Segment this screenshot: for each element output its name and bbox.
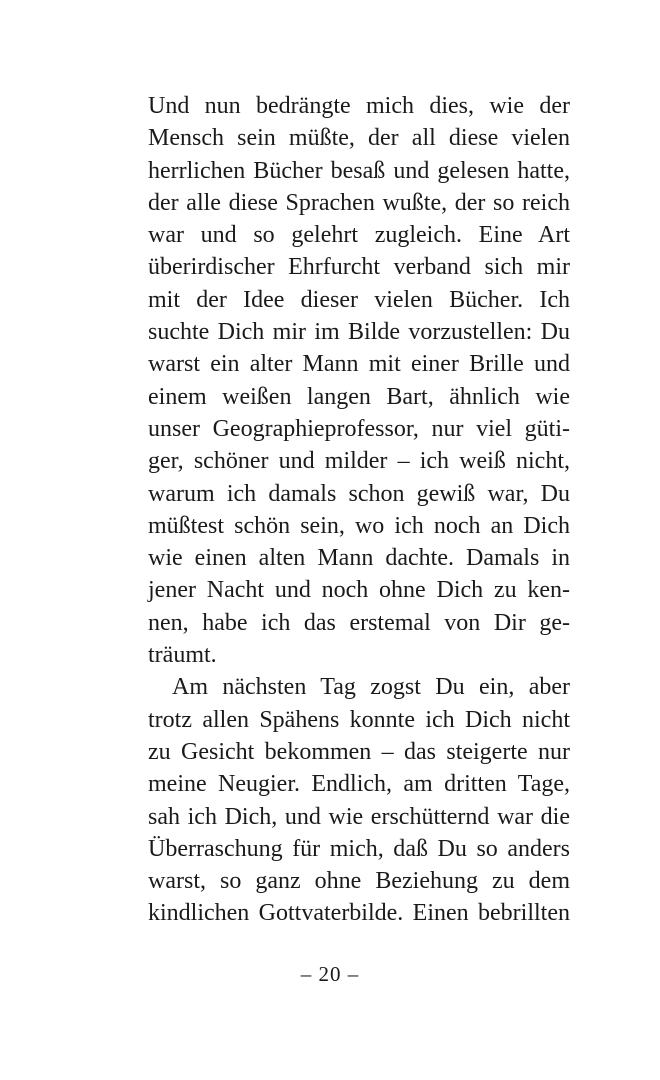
text-line: kindlichen Gottvaterbilde. Einen bebrillten — [148, 900, 570, 927]
text-line: trotz allen Spähens konnte ich Dich nicht — [148, 706, 570, 733]
text-line: warst, so ganz ohne Beziehung zu dem — [148, 868, 570, 895]
text-line: ger, schöner und milder – ich weiß nicht, — [148, 448, 570, 475]
text-line: warst ein alter Mann mit einer Brille und — [148, 351, 570, 378]
text-line: sah ich Dich, und wie erschütternd war die — [148, 803, 570, 830]
paragraph-2 — [148, 671, 570, 929]
text-line: Überraschung für mich, daß Du so anders — [148, 835, 570, 862]
page-number: – 20 – — [300, 962, 360, 986]
text-line: der alle diese Sprachen wußte, der so reich — [148, 189, 570, 216]
text-line: Am nächsten Tag zogst Du ein, aber — [172, 674, 570, 701]
text-line: Und nun bedrängte mich dies, wie der — [148, 93, 570, 119]
text-line: einem weißen langen Bart, ähnlich wie — [148, 383, 570, 410]
text-line: wie einen alten Mann dachte. Damals in — [148, 545, 570, 572]
text-line: unser Geographieprofessor, nur viel güti- — [148, 415, 570, 442]
text-line: jener Nacht und noch ohne Dich zu ken- — [148, 577, 570, 604]
text-line: meine Neugier. Endlich, am dritten Tage, — [148, 771, 570, 798]
text-line: war und so gelehrt zugleich. Eine Art — [148, 222, 570, 249]
paragraph-1 — [148, 90, 570, 671]
text-line: träumt. — [148, 642, 217, 669]
text-line: herrlichen Bücher besaß und gelesen hatte, — [148, 157, 570, 184]
text-line: warum ich damals schon gewiß war, Du — [148, 480, 570, 507]
text-line: überirdischer Ehrfurcht verband sich mir — [148, 254, 570, 281]
text-line: suchte Dich mir im Bilde vorzustellen: Du — [148, 319, 570, 346]
text-line: mit der Idee dieser vielen Bücher. Ich — [148, 286, 570, 313]
text-line: zu Gesicht bekommen – das steigerte nur — [148, 738, 570, 765]
text-line: nen, habe ich das erstemal von Dir ge- — [148, 609, 570, 636]
text-line: müßtest schön sein, wo ich noch an Dich — [148, 512, 570, 539]
text-line: Mensch sein müßte, der all diese vielen — [148, 125, 570, 152]
body-text — [148, 90, 570, 930]
